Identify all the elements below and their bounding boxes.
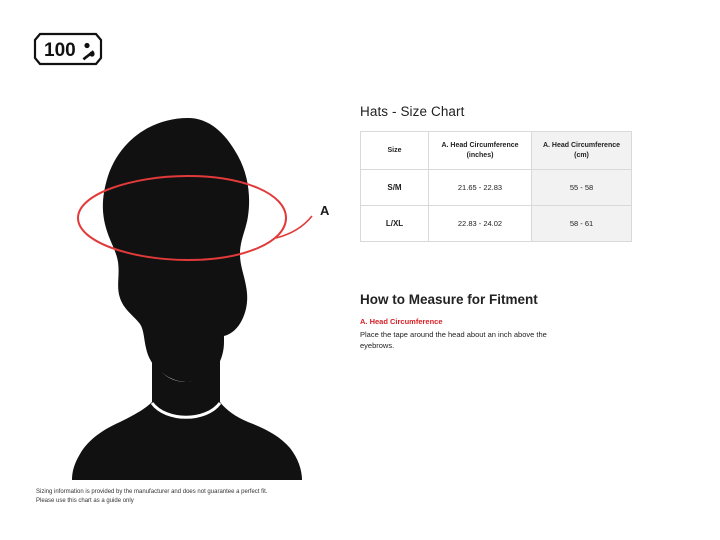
- column-header-cm: A. Head Circumference (cm): [532, 132, 632, 170]
- cell-size: S/M: [361, 170, 429, 206]
- brand-logo: [32, 32, 104, 70]
- how-to-measure-section: [360, 292, 690, 352]
- table-header-row: [361, 132, 632, 170]
- head-silhouette: [72, 118, 302, 480]
- footer-line-2: Please use this chart as a guide only: [36, 498, 134, 505]
- callout-leader-line: [276, 216, 312, 238]
- size-chart-section: [360, 104, 690, 242]
- head-illustration: [40, 110, 330, 480]
- page-title: Hats - Size Chart: [360, 104, 465, 119]
- cell-size: L/XL: [361, 206, 429, 242]
- size-chart-table: [360, 131, 632, 242]
- cell-cm: 58 - 61: [532, 206, 632, 242]
- footer-line-1: Sizing information is provided by the manufacturer and does not guarantee a perfect fit.: [36, 488, 268, 495]
- cell-inches: 21.65 - 22.83: [429, 170, 532, 206]
- cell-inches: 22.83 - 24.02: [429, 206, 532, 242]
- measure-description: Place the tape around the head about an inch above the eyebrows.: [360, 330, 547, 351]
- column-header-size: Size: [361, 132, 429, 170]
- measure-key-label: A. Head Circumference: [360, 317, 443, 326]
- callout-label-a: A: [320, 203, 330, 218]
- column-header-inches: A. Head Circumference (inches): [429, 132, 532, 170]
- how-to-measure-title: How to Measure for Fitment: [360, 292, 538, 307]
- svg-text:100: 100: [44, 40, 76, 61]
- table-row: [361, 206, 632, 242]
- table-row: [361, 170, 632, 206]
- cell-cm: 55 - 58: [532, 170, 632, 206]
- footer-disclaimer: [36, 488, 267, 507]
